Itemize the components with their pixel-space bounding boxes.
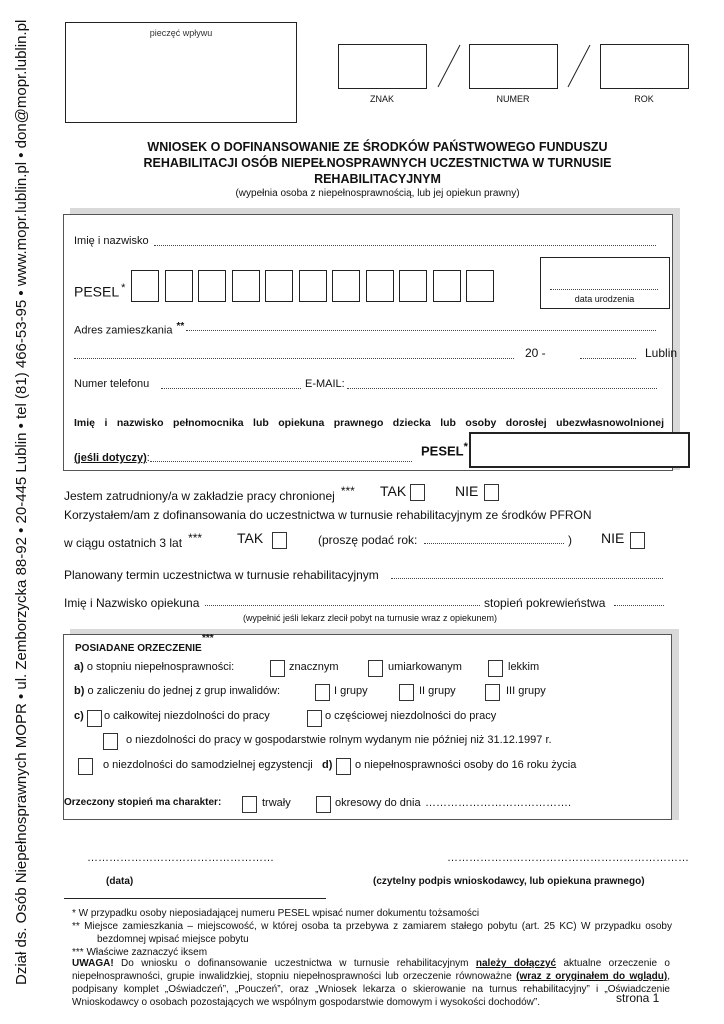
proxy-pesel-mark: * xyxy=(463,441,468,453)
znak-input[interactable] xyxy=(338,44,427,89)
name-label: Imię i nazwisko xyxy=(74,235,149,247)
proxy-name-field[interactable] xyxy=(150,461,412,462)
cert-b-i-label: I grupy xyxy=(334,685,368,697)
cert-a-label: o stopniu niepełnosprawności: xyxy=(86,661,235,673)
cert-d-checkbox[interactable] xyxy=(336,758,351,775)
employed-nie-label: NIE xyxy=(455,483,479,499)
guardian-label: Imię i Nazwisko opiekuna xyxy=(64,596,200,610)
address-field-2[interactable] xyxy=(74,358,514,359)
phone-label: Numer telefonu xyxy=(74,378,150,390)
proxy-pesel-label xyxy=(421,441,468,459)
footnote-mark: *** Właściwe zaznaczyć iksem xyxy=(72,947,208,958)
sidebar-contact: Dział ds. Osób Niepełnosprawnych MOPR • ul. Zemborzycka 88-92 • 20-445 Lublin • tel (81) 466-53-95 • www.mopr.lublin.pl • don@mopr.lublin.pl xyxy=(13,19,30,985)
signature-date-field[interactable]: …………………………………………… xyxy=(87,852,274,864)
uwaga-text-2a: niepełnosprawności, grupie inwalidzkiej, stopniu niepełnosprawności lub orzeczenie równoważne xyxy=(72,971,517,982)
numer-label: NUMER xyxy=(496,94,530,104)
rok-label: ROK xyxy=(634,94,654,104)
uwaga-label: UWAGA! xyxy=(72,958,114,969)
address-field-1[interactable] xyxy=(186,330,656,331)
address-label-text: Adres zamieszkania xyxy=(74,324,173,337)
cert-c-letter: c) xyxy=(74,710,84,722)
cert-c-rolnik-label: o niezdolności do pracy w gospodarstwie rolnym wydanym nie później niż 31.12.1997 r. xyxy=(126,734,552,746)
footnote-separator xyxy=(64,898,326,899)
proxy-pesel-label-text: PESEL xyxy=(421,443,464,459)
form-subtitle: (wypełnia osoba z niepełnosprawnością, lub jej opiekun prawny) xyxy=(235,188,520,199)
cert-b-ii-checkbox[interactable] xyxy=(399,684,414,701)
pfron-mark: *** xyxy=(188,531,203,545)
form-title xyxy=(65,139,690,187)
pesel-digit-cell[interactable] xyxy=(198,270,226,302)
pfron-line-1: Korzystałem/am z dofinansowania do uczestnictwa w turnusie rehabilitacyjnym ze środków PFRON xyxy=(64,508,592,522)
pfron-line-2 xyxy=(64,531,202,550)
year-label: (proszę podać rok: xyxy=(318,533,418,547)
rok-input[interactable] xyxy=(600,44,689,89)
employed-tak-label: TAK xyxy=(380,483,407,499)
znak-label: ZNAK xyxy=(369,94,394,104)
phone-field[interactable] xyxy=(161,388,301,389)
cert-d-letter: d) xyxy=(322,759,333,771)
cert-c-egzystencja-label: o niezdolności do samodzielnej egzystencji xyxy=(103,759,313,771)
page-number: strona 1 xyxy=(616,991,660,1005)
cert-b-ii-label: II grupy xyxy=(419,685,456,697)
year-close: ) xyxy=(568,533,572,547)
cert-b-iii-label: III grupy xyxy=(506,685,546,697)
cert-a-znacznym-checkbox[interactable] xyxy=(270,660,285,677)
proxy-colon: : xyxy=(146,452,150,464)
certificate-title: POSIADANE ORZECZENIE xyxy=(75,643,202,654)
pesel-digit-cell[interactable] xyxy=(232,270,260,302)
title-line-1: WNIOSEK O DOFINANSOWANIE ZE ŚRODKÓW PAŃSTWOWEGO FUNDUSZU xyxy=(147,140,608,154)
cert-a-row xyxy=(74,661,234,673)
planned-label: Planowany termin uczestnictwa w turnusie rehabilitacyjnym xyxy=(64,568,379,582)
cert-c-rolnik-checkbox[interactable] xyxy=(103,733,118,750)
year-field[interactable] xyxy=(424,543,564,544)
guardian-note: (wypełnić jeśli lekarz zlecił pobyt na turnusie wraz z opiekunem) xyxy=(242,613,498,623)
guardian-field[interactable] xyxy=(205,605,480,606)
pfron-line-2-text: w ciągu ostatnich 3 lat xyxy=(64,536,183,550)
cert-a-lekkim-checkbox[interactable] xyxy=(488,660,503,677)
email-field[interactable] xyxy=(347,388,657,389)
footnote-pesel: * W przypadku osoby nieposiadającej numeru PESEL wpisać numer dokumentu tożsamości xyxy=(72,908,480,919)
kinship-field[interactable] xyxy=(614,605,664,606)
birth-date-label: data urodzenia xyxy=(574,294,635,304)
character-temporary-label: okresowy do dnia xyxy=(335,797,421,809)
character-label: Orzeczony stopień ma charakter: xyxy=(64,797,222,808)
employed-mark: *** xyxy=(340,484,355,498)
cert-a-umiarkowanym-checkbox[interactable] xyxy=(368,660,383,677)
cert-b-iii-checkbox[interactable] xyxy=(485,684,500,701)
name-field[interactable] xyxy=(154,245,656,246)
certificate-title-mark: *** xyxy=(202,633,214,644)
employed-label-text: Jestem zatrudniony/a w zakładzie pracy chronionej xyxy=(64,489,335,503)
proxy-note: (jeśli dotyczy) xyxy=(74,452,147,464)
birth-date-field[interactable] xyxy=(550,289,658,290)
pesel-digit-cell[interactable] xyxy=(466,270,494,302)
pesel-digit-cell[interactable] xyxy=(165,270,193,302)
cert-a-umiarkowanym-label: umiarkowanym xyxy=(388,661,462,673)
pesel-digit-cell[interactable] xyxy=(265,270,293,302)
numer-input[interactable] xyxy=(469,44,558,89)
uwaga-text-1a: Do wniosku o dofinansowanie uczestnictwa w turnusie rehabilitacyjnym xyxy=(113,958,476,969)
signature-sig-field[interactable]: ………………………………………………………… xyxy=(447,852,689,864)
pfron-tak-checkbox[interactable] xyxy=(272,532,287,549)
signature-sig-label: (czytelny podpis wnioskodawcy, lub opiekuna prawnego) xyxy=(373,876,645,887)
cert-b-label: o zaliczeniu do jednej z grup inwalidów: xyxy=(87,685,281,697)
proxy-pesel-input[interactable] xyxy=(469,432,690,468)
cert-c-egzystencja-checkbox[interactable] xyxy=(78,758,93,775)
email-label: E-MAIL: xyxy=(305,378,345,390)
pesel-digit-cell[interactable] xyxy=(399,270,427,302)
character-permanent-label: trwały xyxy=(262,797,291,809)
kinship-label: stopień pokrewieństwa xyxy=(484,596,606,610)
employed-label xyxy=(64,484,355,503)
uwaga-text-2c: , xyxy=(667,971,670,982)
uwaga-line-1 xyxy=(72,957,670,970)
stamp-label: pieczęć wpływu xyxy=(149,28,213,38)
title-line-3: REHABILITACYJNYM xyxy=(314,172,441,186)
footnote-address: ** Miejsce zamieszkania – miejscowość, w której osoba ta przebywa z zamiarem stałego pobytu (art. 25 KC) W przypadku osoby xyxy=(72,921,672,932)
cert-c-calkowita-checkbox[interactable] xyxy=(87,710,102,727)
postal-code-field[interactable] xyxy=(580,358,636,359)
character-temporary-checkbox[interactable] xyxy=(316,796,331,813)
proxy-label: Imię i nazwisko pełnomocnika lub opiekuna prawnego dziecka lub osoby dorosłej ubezwłasnowolnionej xyxy=(74,417,664,429)
address-label xyxy=(74,321,184,337)
pesel-label-text: PESEL xyxy=(74,283,120,300)
uwaga-text-2b: (wraz z oryginałem do wglądu) xyxy=(516,971,668,982)
cert-c-czesciowa-checkbox[interactable] xyxy=(307,710,322,727)
cert-a-lekkim-label: lekkim xyxy=(508,661,540,673)
postal-prefix: 20 - xyxy=(525,346,546,360)
uwaga-text-1b: należy dołączyć xyxy=(475,958,557,969)
footnote-address-cont: bezdomnej wpisać miejsce pobytu xyxy=(97,934,249,945)
planned-field[interactable] xyxy=(391,578,663,579)
pesel-digit-cell[interactable] xyxy=(366,270,394,302)
cert-b-letter: b) xyxy=(74,685,85,697)
stamp-box xyxy=(65,22,297,123)
employed-nie-checkbox[interactable] xyxy=(484,484,499,501)
cert-a-letter: a) xyxy=(74,661,84,673)
uwaga-line-3: podpisany komplet „Oświadczeń”, „Pouczeń”, oraz „Wniosek lekarza o skierowanie na turnus rehabilitacyjny” i „Oświadczenie xyxy=(72,984,670,995)
employed-tak-checkbox[interactable] xyxy=(410,484,425,501)
pesel-mark: * xyxy=(121,282,126,294)
address-mark: ** xyxy=(176,321,185,332)
character-temporary-date-field[interactable]: …………………………………. xyxy=(425,797,572,809)
uwaga-line-2 xyxy=(72,970,670,983)
pesel-digit-cell[interactable] xyxy=(131,270,159,302)
pesel-label xyxy=(74,282,125,300)
slash-separator-1 xyxy=(436,44,462,88)
uwaga-text-1c: aktualne orzeczenie o xyxy=(556,958,670,969)
cert-c-czesciowa-label: o częściowej niezdolności do pracy xyxy=(325,710,497,722)
pesel-digit-cell[interactable] xyxy=(433,270,461,302)
character-permanent-checkbox[interactable] xyxy=(242,796,257,813)
city-label: Lublin xyxy=(645,346,678,360)
cert-c-calkowita-label: o całkowitej niezdolności do pracy xyxy=(104,710,270,722)
pfron-nie-checkbox[interactable] xyxy=(630,532,645,549)
pfron-tak-label: TAK xyxy=(237,530,264,546)
cert-b-i-checkbox[interactable] xyxy=(315,684,330,701)
uwaga-line-4: Wnioskodawcy o osobach pozostających we wspólnym gospodarstwie domowym i wysokości dochodów”. xyxy=(72,997,540,1008)
cert-a-znacznym-label: znacznym xyxy=(289,661,339,673)
cert-b-row xyxy=(74,685,280,697)
pfron-nie-label: NIE xyxy=(601,530,625,546)
signature-date-label: (data) xyxy=(106,876,134,887)
cert-d-label: o niepełnosprawności osoby do 16 roku życia xyxy=(355,759,577,771)
pesel-digit-cell[interactable] xyxy=(332,270,360,302)
slash-separator-2 xyxy=(566,44,592,88)
pesel-digit-cell[interactable] xyxy=(299,270,327,302)
proxy-note-line xyxy=(74,452,150,464)
title-line-2: REHABILITACJI OSÓB NIEPEŁNOSPRAWNYCH UCZESTNICTWA W TURNUSIE xyxy=(143,156,612,170)
